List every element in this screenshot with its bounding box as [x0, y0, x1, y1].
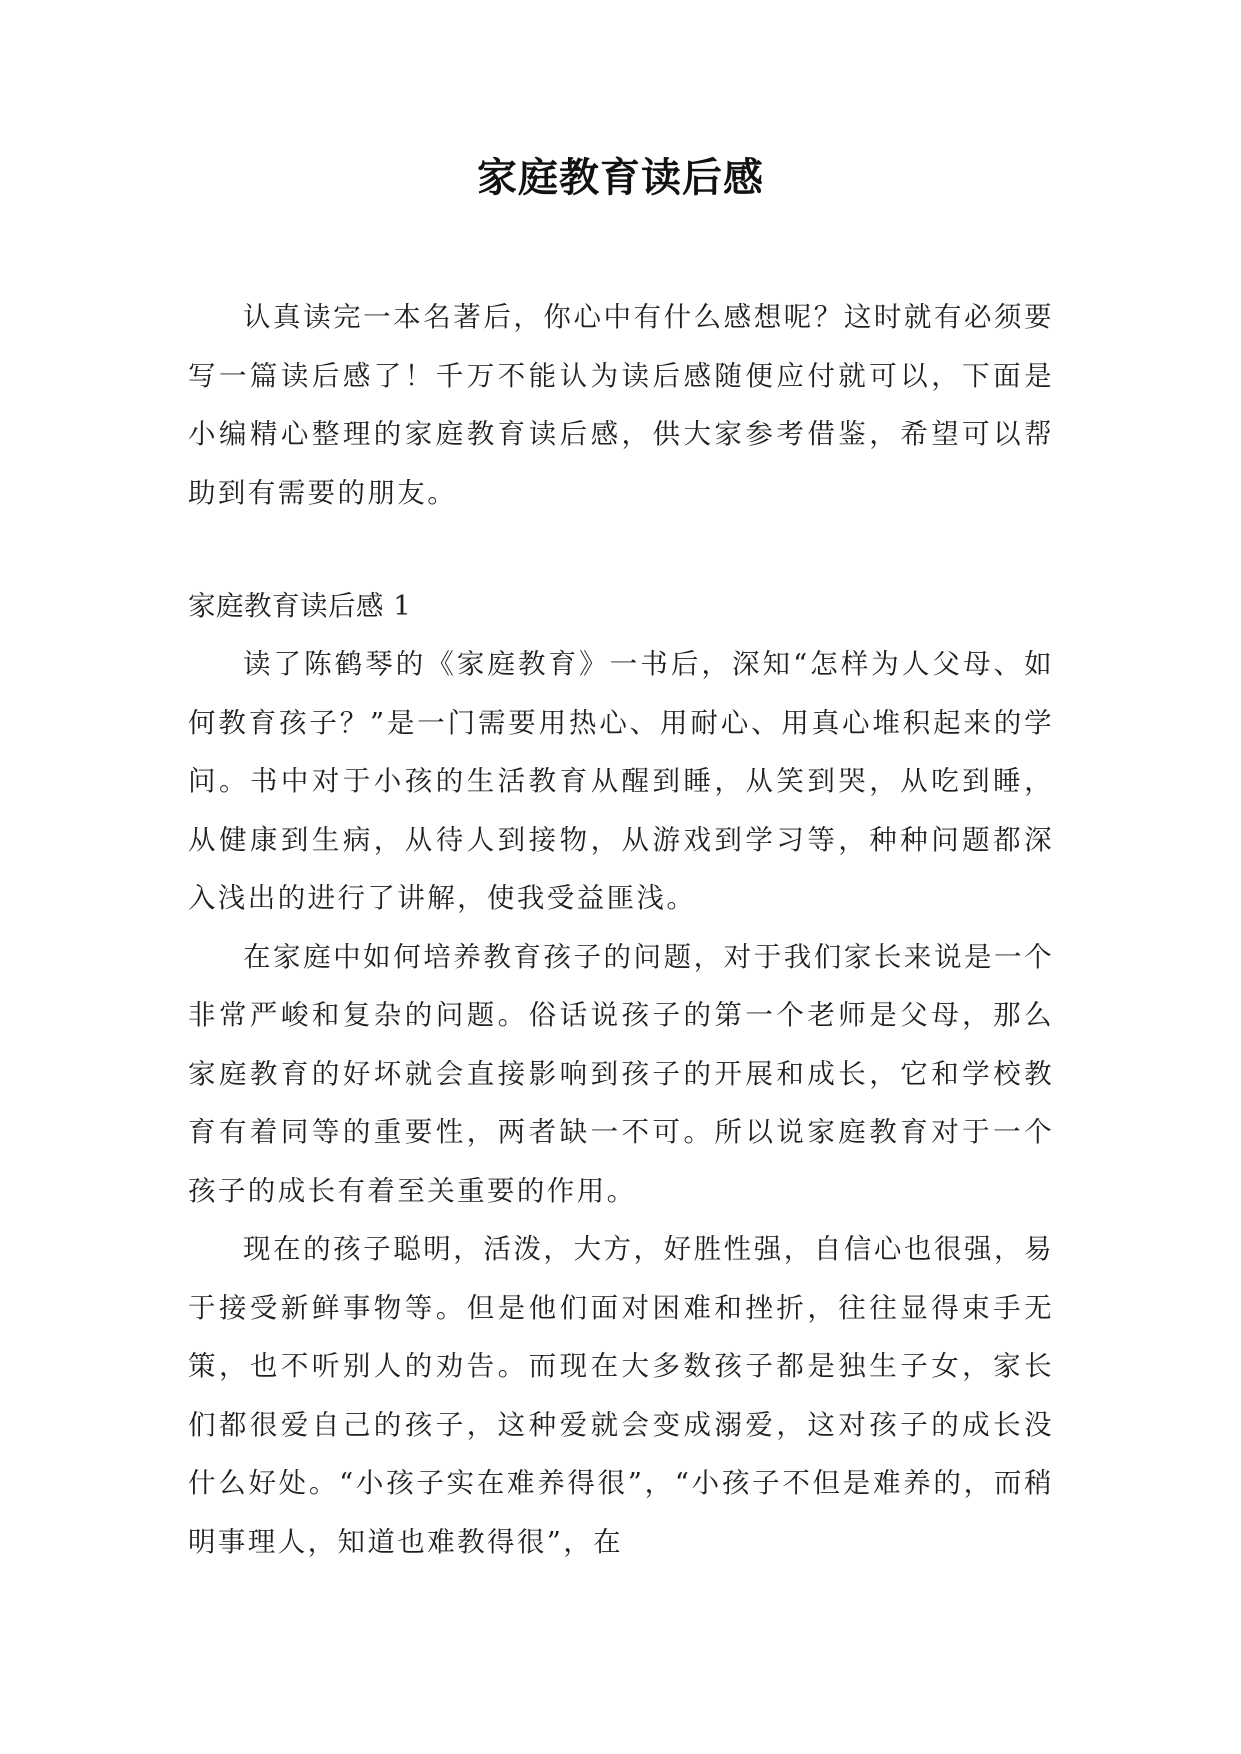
body-paragraph-2: 在家庭中如何培养教育孩子的问题，对于我们家长来说是一个非常严峻和复杂的问题。俗话说孩子的第一个老师是父母，那么家庭教育的好坏就会直接影响到孩子的开展和成长，它和学校教育有着同等的重要性，两者缺一不可。所以说家庭教育对于一个孩子的成长有着至关重要的作用。: [188, 940, 1054, 1207]
section-heading: 家庭教育读后感 1: [188, 590, 412, 622]
document-title: 家庭教育读后感: [477, 155, 764, 201]
body-paragraph-1: 读了陈鹤琴的《家庭教育》一书后，深知“怎样为人父母、如何教育孩子？”是一门需要用热心、用耐心、用真心堆积起来的学问。书中对于小孩的生活教育从醒到睡，从笑到哭，从吃到睡，从健康到生病，从待人到接物，从游戏到学习等，种种问题都深入浅出的进行了讲解，使我受益匪浅。: [188, 648, 1054, 914]
document-body: [188, 288, 1054, 1571]
intro-paragraph: 认真读完一本名著后，你心中有什么感想呢？这时就有必须要写一篇读后感了！千万不能认为读后感随便应付就可以，下面是小编精心整理的家庭教育读后感，供大家参考借鉴，希望可以帮助到有需要的朋友。: [188, 301, 1054, 509]
body-paragraph-3: 现在的孩子聪明，活泼，大方，好胜性强，自信心也很强，易于接受新鲜事物等。但是他们面对困难和挫折，往往显得束手无策，也不听别人的劝告。而现在大多数孩子都是独生子女，家长们都很爱自己的孩子，这种爱就会变成溺爱，这对孩子的成长没什么好处。“小孩子实在难养得很”，“小孩子不但是难养的，而稍明事理人，知道也难教得很”，在: [188, 1233, 1054, 1558]
